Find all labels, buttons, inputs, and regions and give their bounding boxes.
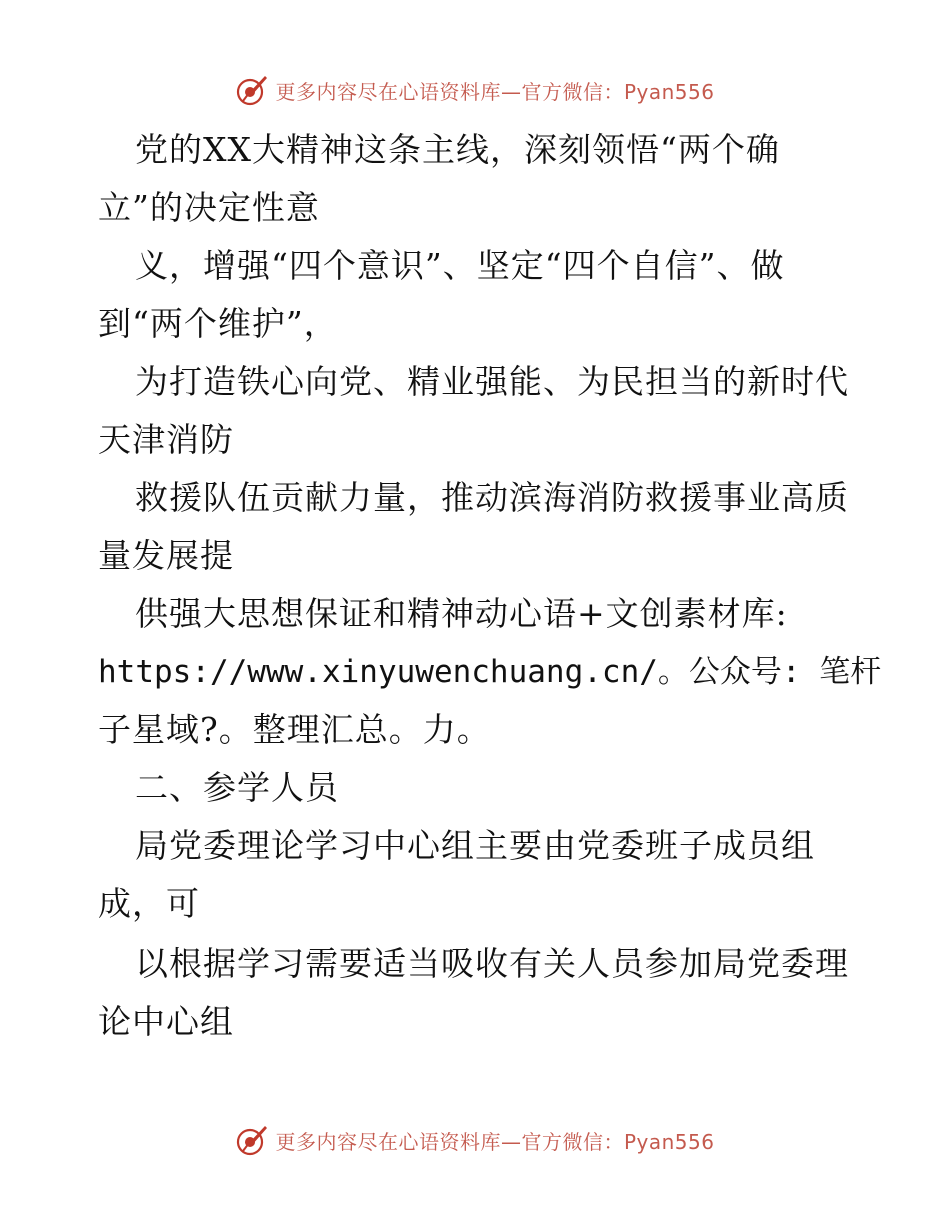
quill-logo-icon <box>235 1123 269 1157</box>
header-banner <box>0 70 950 110</box>
text-line: 量发展提 <box>98 536 234 575</box>
quill-logo-icon <box>235 73 269 107</box>
text-line: 供强大思想保证和精神动心语+文创素材库: <box>135 594 788 633</box>
text-line: 党的XX大精神这条主线，深刻领悟“两个确 <box>135 130 780 169</box>
text-line: 义，增强“四个意识”、坚定“四个自信”、做 <box>135 246 785 285</box>
header-banner-text: 更多内容尽在心语资料库—官方微信：Pyan556 <box>275 79 715 104</box>
text-line: 救援队伍贡献力量，推动滨海消防救援事业高质 <box>135 478 849 517</box>
text-line: 论中心组 <box>98 1002 234 1041</box>
text-line: 为打造铁心向党、精业强能、为民担当的新时代 <box>135 362 849 401</box>
text-line: 到“两个维护”， <box>98 304 338 343</box>
text-line: 局党委理论学习中心组主要由党委班子成员组 <box>135 826 815 865</box>
text-line: 子星域?。整理汇总。力。 <box>98 710 491 749</box>
text-line: 成，可 <box>98 884 200 923</box>
text-line: 以根据学习需要适当吸收有关人员参加局党委理 <box>135 944 849 983</box>
text-line: 立”的决定性意 <box>98 188 320 227</box>
footer-banner-text: 更多内容尽在心语资料库—官方微信：Pyan556 <box>275 1129 715 1154</box>
section-heading: 二、参学人员 <box>135 768 339 807</box>
footer-banner <box>0 1120 950 1160</box>
text-line-url: https://www.xinyuwenchuang.cn/。公众号: 笔杆 <box>98 654 882 690</box>
text-line: 天津消防 <box>98 420 234 459</box>
